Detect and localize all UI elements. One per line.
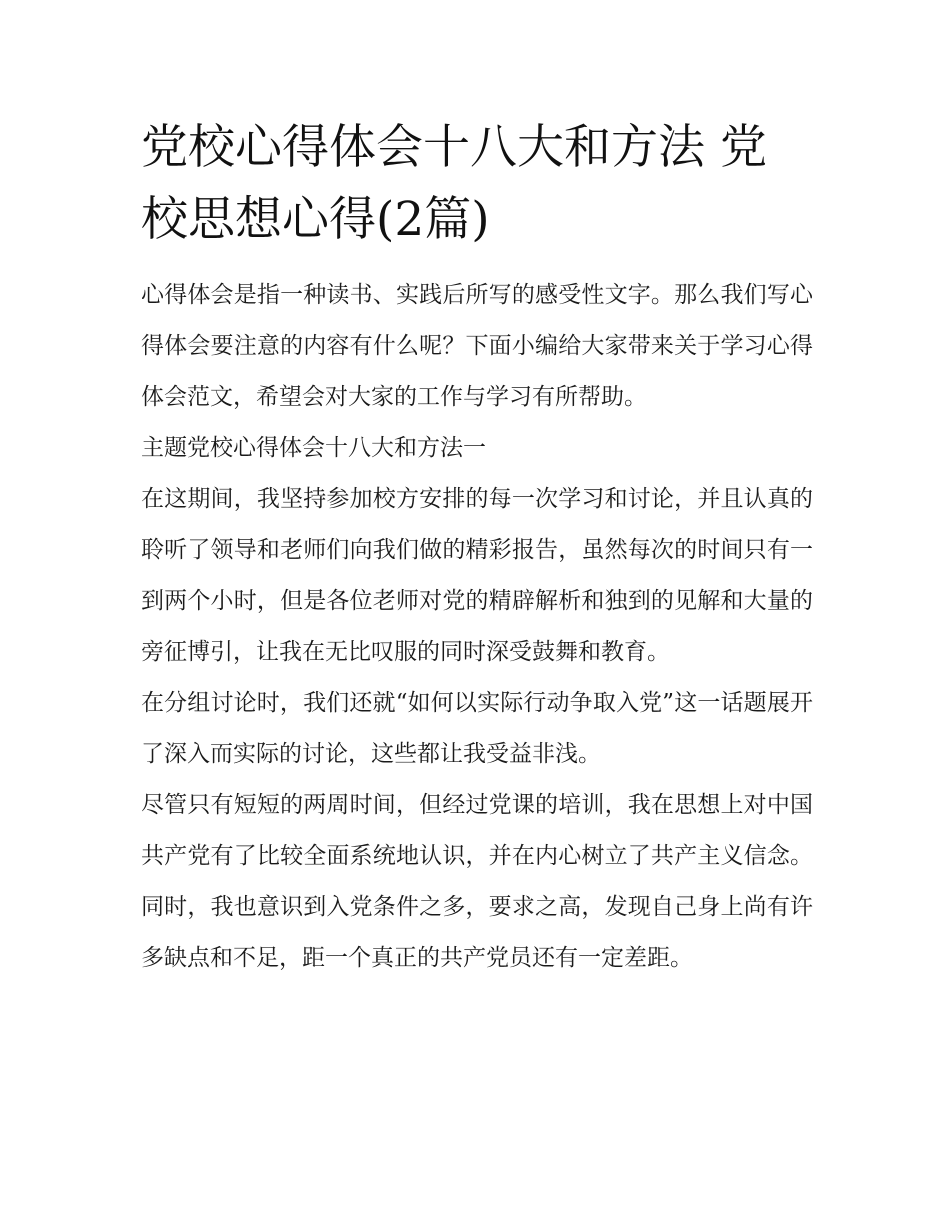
section-heading: 主题党校心得体会十八大和方法一 <box>141 435 486 461</box>
body-paragraph: 在分组讨论时，我们还就“如何以实际行动争取入党”这一话题展开了深入而实际的讨论，这些都让我受益非浅。 <box>141 690 813 767</box>
document-body <box>141 112 813 984</box>
document-title: 党校心得体会十八大和方法 党校思想心得(2篇) <box>141 120 767 247</box>
body-paragraph: 在这期间，我坚持参加校方安排的每一次学习和讨论，并且认真的聆听了领导和老师们向我们做的精彩报告，虽然每次的时间只有一到两个小时，但是各位老师对党的精辟解析和独到的见解和大量的旁征博引，让我在无比叹服的同时深受鼓舞和教育。 <box>141 486 813 665</box>
intro-paragraph: 心得体会是指一种读书、实践后所写的感受性文字。那么我们写心得体会要注意的内容有什么呢？下面小编给大家带来关于学习心得体会范文，希望会对大家的工作与学习有所帮助。 <box>141 282 813 410</box>
body-paragraph: 尽管只有短短的两周时间，但经过党课的培训，我在思想上对中国共产党有了比较全面系统地认识，并在内心树立了共产主义信念。同时，我也意识到入党条件之多，要求之高，发现自己身上尚有许多缺点和不足，距一个真正的共产党员还有一定差距。 <box>141 792 813 971</box>
